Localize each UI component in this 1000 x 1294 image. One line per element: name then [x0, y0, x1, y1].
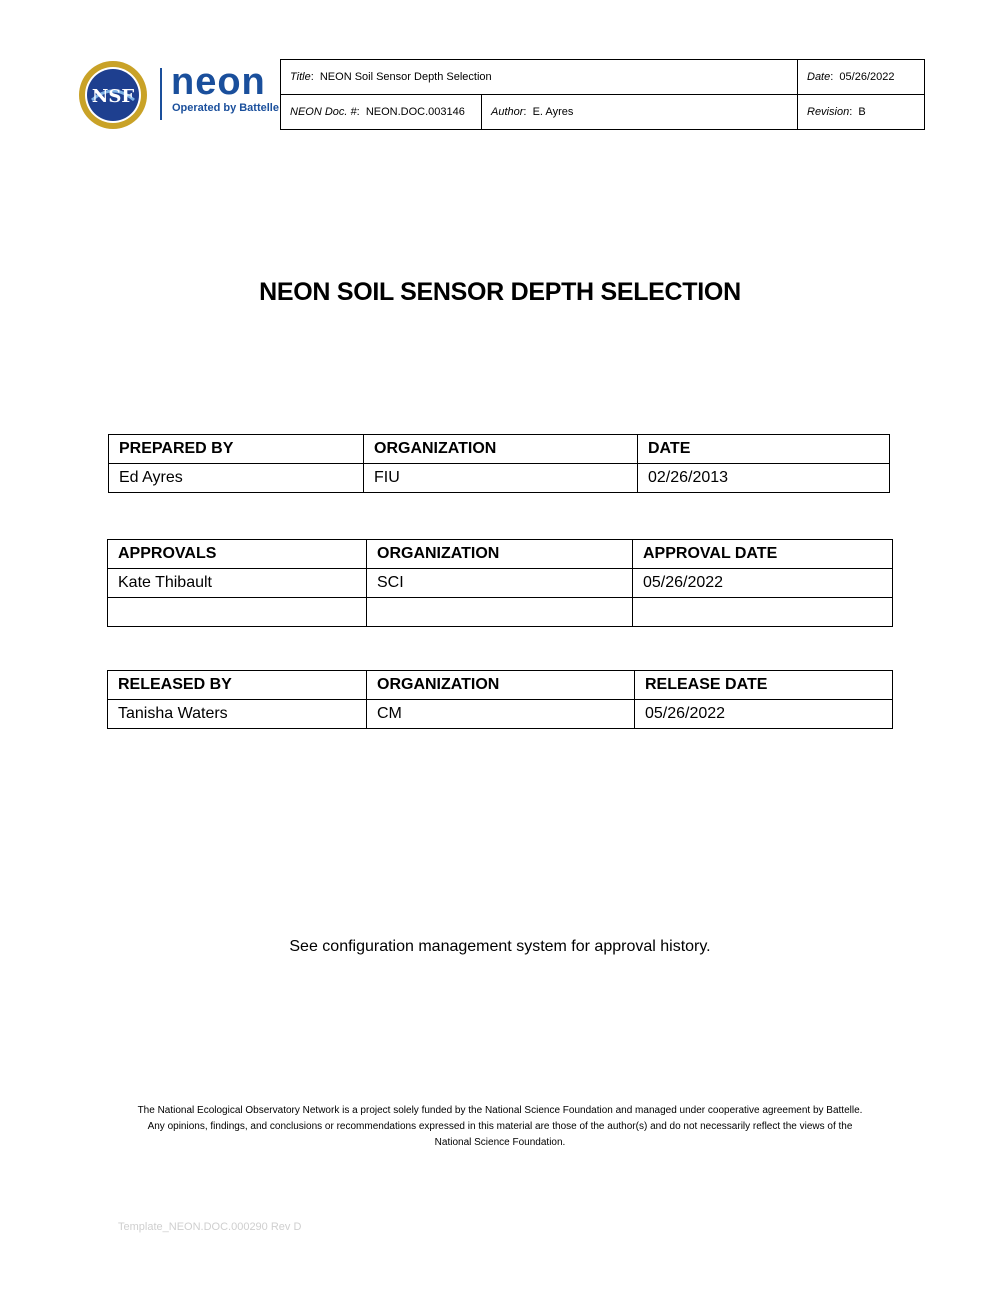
table-header: ORGANIZATION: [364, 435, 638, 464]
nsf-seal-icon: [78, 60, 148, 130]
header-revision-cell: Revision: B: [798, 95, 925, 130]
table-header: ORGANIZATION: [367, 671, 635, 700]
table-header: RELEASE DATE: [635, 671, 893, 700]
table-header: APPROVAL DATE: [633, 540, 893, 569]
disclaimer-line: National Science Foundation.: [434, 1137, 566, 1148]
prepared-date: 02/26/2013: [638, 464, 890, 493]
table-row: [108, 569, 893, 598]
approvals-table: [107, 539, 893, 627]
approval-date: 05/26/2022: [633, 569, 893, 598]
released-by-table: [107, 670, 893, 729]
header-date-value: 05/26/2022: [839, 71, 895, 83]
table-header: RELEASED BY: [108, 671, 367, 700]
disclaimer-line: Any opinions, findings, and conclusions or recommendations expressed in this material are those of the author(s) and do not necessarily reflect the views of the: [147, 1121, 853, 1132]
preparer-organization: FIU: [364, 464, 638, 493]
table-row: [109, 464, 890, 493]
approval-date: [633, 598, 893, 627]
funding-disclaimer: [110, 1103, 890, 1151]
table-header: ORGANIZATION: [367, 540, 633, 569]
document-title: NEON SOIL SENSOR DEPTH SELECTION: [259, 278, 741, 306]
table-header: DATE: [638, 435, 890, 464]
neon-nsf-logo: [78, 60, 278, 130]
approver-organization: SCI: [367, 569, 633, 598]
header-author-value: E. Ayres: [532, 106, 574, 118]
header-doc-value: NEON.DOC.003146: [365, 106, 465, 118]
table-row: [108, 700, 893, 729]
logo-tagline: Operated by Battelle: [172, 102, 279, 114]
prepared-by-table: [108, 434, 890, 493]
releaser-name: Tanisha Waters: [108, 700, 367, 729]
table-row: [108, 598, 893, 627]
releaser-organization: CM: [367, 700, 635, 729]
header-author-cell: Author: E. Ayres: [482, 95, 798, 130]
header-title-value: NEON Soil Sensor Depth Selection: [319, 71, 492, 83]
neon-wordmark: neon: [171, 61, 266, 103]
seal-text: NSF: [91, 86, 135, 107]
preparer-name: Ed Ayres: [109, 464, 364, 493]
document-header-table: [280, 59, 925, 130]
header-revision-value: B: [858, 106, 866, 118]
approver-name: [108, 598, 367, 627]
template-identifier: Template_NEON.DOC.000290 Rev D: [118, 1221, 302, 1233]
header-date-cell: Date: 05/26/2022: [798, 60, 925, 95]
approver-name: Kate Thibault: [108, 569, 367, 598]
table-header: APPROVALS: [108, 540, 367, 569]
disclaimer-line: The National Ecological Observatory Network is a project solely funded by the National Science Foundation and managed under cooperative agreement by Battelle.: [137, 1105, 863, 1116]
logo-divider: [160, 68, 162, 120]
header-title-cell: Title: NEON Soil Sensor Depth Selection: [281, 60, 798, 95]
approver-organization: [367, 598, 633, 627]
configuration-note: See configuration management system for approval history.: [289, 938, 711, 955]
table-header: PREPARED BY: [109, 435, 364, 464]
release-date: 05/26/2022: [635, 700, 893, 729]
header-doc-cell: NEON Doc. #: NEON.DOC.003146: [281, 95, 482, 130]
